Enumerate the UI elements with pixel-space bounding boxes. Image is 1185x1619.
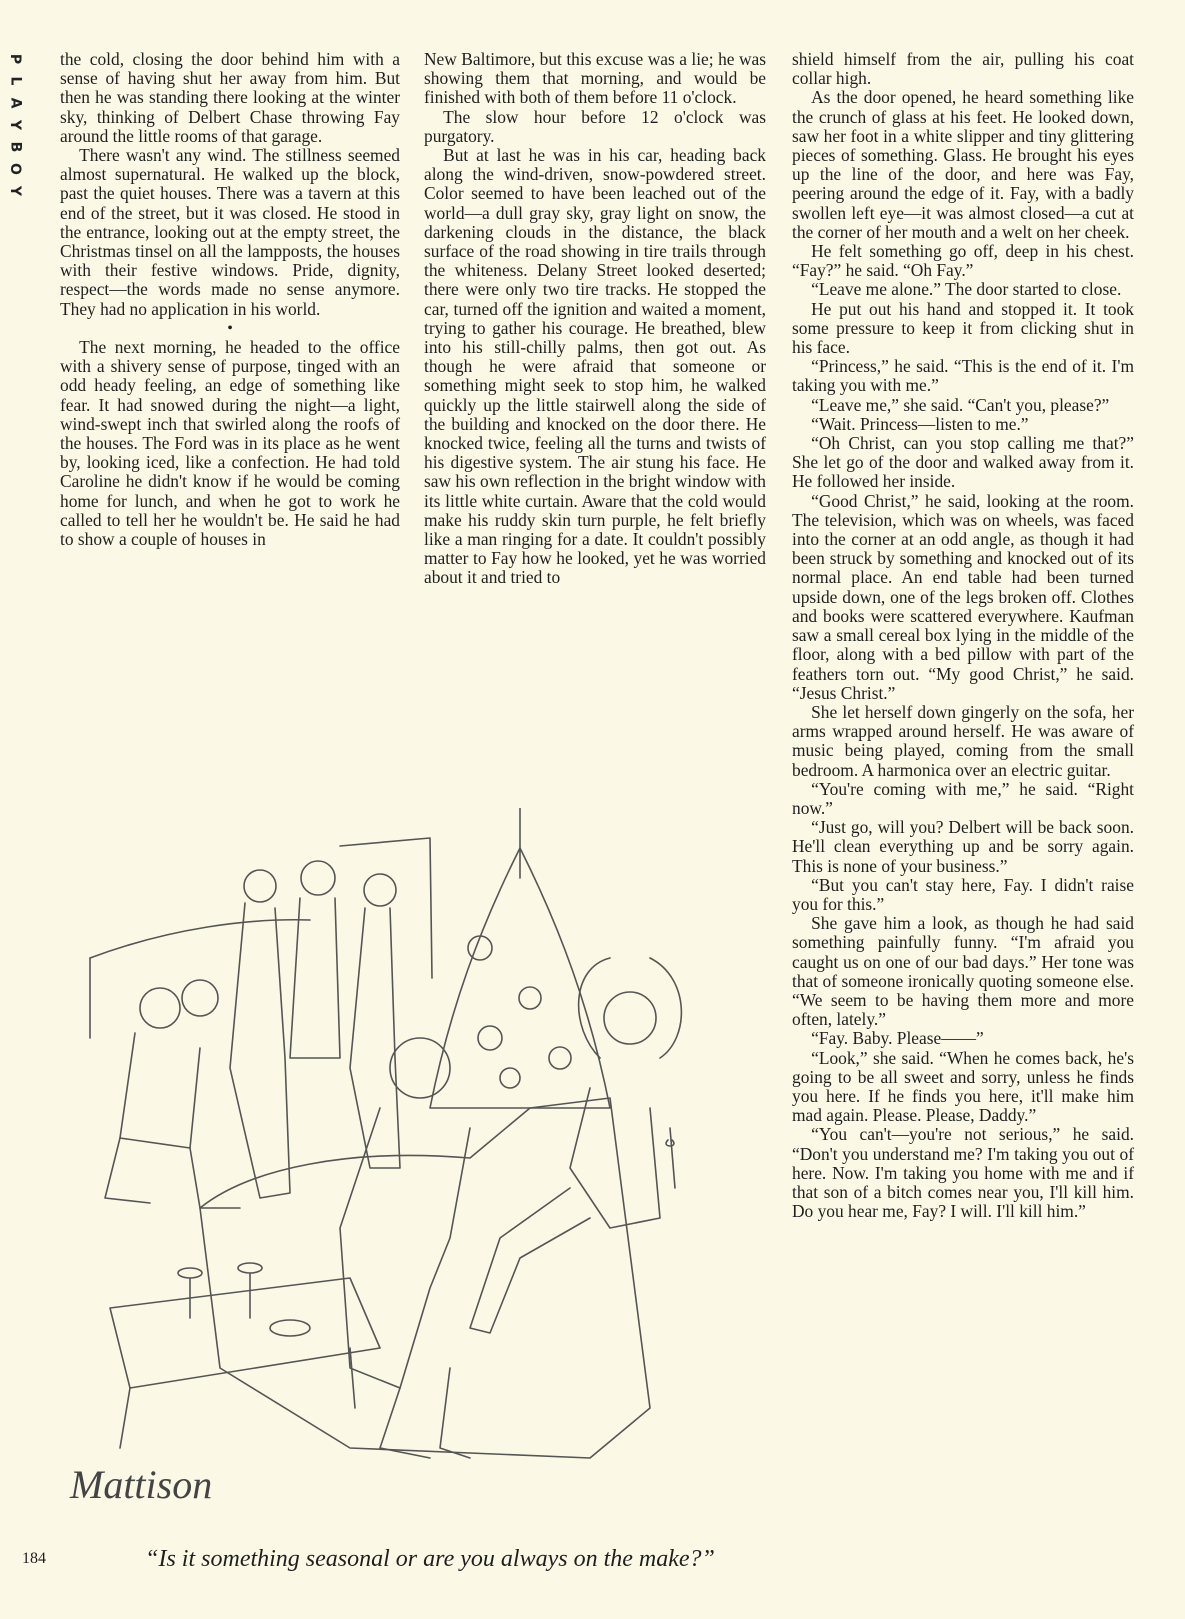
masthead-letter: L: [6, 76, 23, 86]
paragraph: He put out his hand and stopped it. It took some pressure to keep it from clicking shut in his face.: [792, 298, 1134, 358]
page-number: 184: [22, 1550, 46, 1567]
paragraph: shield himself from the air, pulling his coat collar high.: [792, 49, 1134, 89]
paragraph: “Good Christ,” he said, looking at the room. The television, which was on wheels, was faced into the corner at an odd angle, as though it had been struck by something and knocked out of its normal place. An end table had been turned upside down, one of the legs broken off. Clothes and books were scattered everywhere. Kaufman saw a small cereal box lying in the middle of the floor, along with a bed pillow with part of the feathers torn out. “My good Christ,” he said. “Jesus Christ.”: [792, 490, 1134, 703]
standing-man2-head: [364, 874, 396, 906]
masthead-letter: Y: [6, 185, 23, 197]
woman-dress: [570, 1088, 660, 1228]
paragraph: She gave him a look, as though he had said something painfully funny. “I'm afraid you caught us on one of our bad days.” Her tone was that of someone ironically quoting someone else. “We seem to be having them more and more often, lately.”: [792, 913, 1134, 1030]
masthead-letter: A: [7, 97, 23, 109]
paragraph: “But you can't stay here, Fay. I didn't raise you for this.”: [792, 874, 1134, 914]
seated-man-head: [390, 1038, 450, 1098]
paragraph: “You can't—you're not serious,” he said. “Don't you understand me? I'm taking you out of here. Now. I'm taking you home with me and if that son of a bitch comes near you, I'll kill him. Do you hear me, Fay? I will. I'll kill him.”: [792, 1124, 1134, 1222]
masthead-letter: O: [7, 163, 23, 175]
paragraph: “Leave me alone.” The door started to close.: [811, 279, 1122, 300]
artist-signature: Mattison: [70, 1462, 213, 1507]
paragraph: There wasn't any wind. The stillness seemed almost supernatural. He walked up the block, past the quiet houses. There was a tavern at this end of the street, but it was closed. He stood in the entrance, looking out at the empty street, the Christmas tinsel on all the lampposts, the houses with their festive windows. Pride, dignity, respect—the words made no sense anymore. They had no application in his world.: [60, 145, 400, 319]
coffee-table: [110, 1278, 380, 1388]
cartoon-caption: “Is it something seasonal or are you always on the make?”: [145, 1546, 715, 1572]
masthead-letter: Y: [6, 119, 23, 131]
woman-head-left: [182, 980, 218, 1016]
masthead-letter: P: [6, 53, 23, 65]
text-column-2: [424, 50, 766, 588]
cartoon-illustration: [50, 808, 760, 1516]
paragraph: “Fay. Baby. Please——”: [811, 1028, 984, 1049]
paragraph: But at last he was in his car, heading back along the wind-driven, snow-powdered street. Color seemed to have been leached out of the world—a dull gray sky, gray light on snow, the darkening clouds in the distance, the black surface of the road showing in tire trails through the whiteness. Delany Street looked deserted; there were only two tire tracks. He stopped the car, turned off the ignition and waited a moment, trying to gather his courage. He breathed, blew into his still-chilly palms, then got out. As though he were afraid that someone or something might seek to stop him, he walked quickly up the little stairwell along the side of the building and knocked on the door there. He knocked twice, feeling all the turns and twists of his digestive system. The air stung his face. He saw his own reflection in the bright window with its little white curtain. Aware that the cold would make his ruddy skin turn purple, he felt briefly like a man ringing for a date. It couldn't possibly matter to Fay how he looked, yet he was worried about it and tried to: [424, 145, 766, 588]
picture-frame: [340, 838, 432, 978]
paragraph: “Princess,” he said. “This is the end of it. I'm taking you with me.”: [792, 356, 1134, 396]
paragraph: New Baltimore, but this excuse was a lie; he was showing them that morning, and would be finished with both of them before 11 o'clock.: [424, 49, 766, 108]
wine-glass: [238, 1263, 262, 1273]
standing-man-head: [244, 870, 276, 902]
standing-woman-head: [301, 861, 335, 895]
paragraph: “Oh Christ, can you stop calling me that?” She let go of the door and walked away from it. He followed her inside.: [792, 433, 1134, 492]
paragraph: “Leave me,” she said. “Can't you, please?”: [811, 394, 1110, 415]
sofa: [200, 1098, 650, 1458]
woman-hair: [579, 958, 682, 1058]
paragraph: She let herself down gingerly on the sofa, her arms wrapped around herself. He was aware of music being played, coming from the small bedroom. A harmonica over an electric guitar.: [792, 701, 1134, 780]
ashtray: [270, 1320, 310, 1336]
seated-man-body: [340, 1108, 470, 1388]
paragraph: He felt something go off, deep in his chest. “Fay?” he said. “Oh Fay.”: [792, 241, 1134, 281]
paragraph: As the door opened, he heard something like the crunch of glass at his feet. He looked down, saw her foot in a white slipper and tiny glittering pieces of something. Glass. He brought his eyes up the line of the door, and here was Fay, peering around the edge of it. Fay, with a badly swollen left eye—it was almost closed—a cut at the corner of her mouth and a welt on her cheek.: [792, 87, 1134, 242]
masthead: [4, 48, 26, 202]
masthead-letter: B: [6, 141, 23, 153]
paragraph: the cold, closing the door behind him with a sense of having shut her away from him. But then he was standing there looking at the winter sky, thinking of Delbert Chase throwing Fay around the little rooms of that garage.: [60, 49, 400, 146]
text-column-1: [60, 50, 400, 549]
paragraph: “You're coming with me,” he said. “Right now.”: [792, 778, 1134, 818]
wine-glass: [178, 1268, 202, 1278]
paragraph: The slow hour before 12 o'clock was purgatory.: [424, 106, 766, 146]
christmas-tree: [430, 848, 610, 1108]
paragraph: “Wait. Princess—listen to me.”: [811, 413, 1029, 434]
text-column-3: [792, 50, 1134, 1221]
paragraph: “Look,” she said. “When he comes back, he's going to be all sweet and sorry, unless he finds you here. If he finds you here, it'll make him mad again. Please. Please, Daddy.”: [792, 1047, 1134, 1126]
seated-woman-head: [604, 992, 656, 1044]
ornament: [468, 936, 492, 960]
man-head-left: [140, 988, 180, 1028]
woman-legs: [470, 1188, 590, 1333]
section-divider: •: [227, 319, 233, 337]
paragraph: The next morning, he headed to the office with a shivery sense of purpose, tinged with an odd heady feeling, an edge of something like fear. It had snowed during the night—a light, wind-swept inch that swirled along the roofs of the houses. The Ford was in its place as he went by, looking iced, like a confection. He had told Caroline he didn't know if he would be coming home for lunch, and when he got to work he called to tell her he wouldn't be. He said he had to show a couple of houses in: [60, 337, 400, 550]
cartoon-drawing: [50, 808, 760, 1516]
paragraph: “Just go, will you? Delbert will be back soon. He'll clean everything up and be sorry again. This is none of your business.”: [792, 817, 1134, 876]
